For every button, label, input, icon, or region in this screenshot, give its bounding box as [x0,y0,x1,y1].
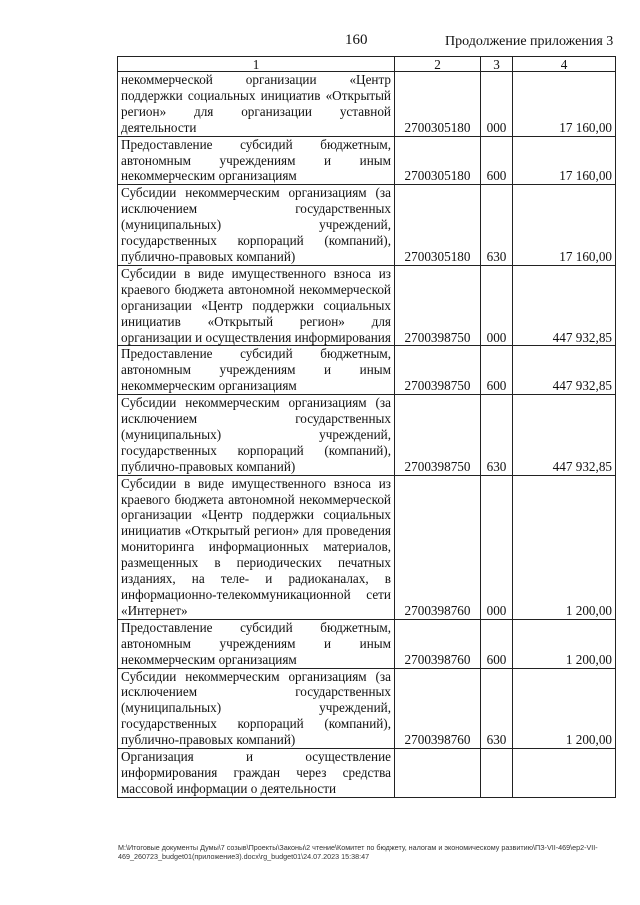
row-code: 2700398750 [395,395,481,476]
table-row [118,72,616,137]
row-name: Субсидии некоммерческим организациям (за исключением государственных (муниципальных) учреждений, государственных корпораций (компаний), публично-правовых компаний) [118,185,395,266]
row-name: Предоставление субсидий бюджетным, автономным учреждениям и иным некоммерческим организациям [118,346,395,395]
row-type: 630 [481,395,513,476]
row-type: 630 [481,668,513,749]
table-row [118,668,616,749]
row-name: Предоставление субсидий бюджетным, автономным учреждениям и иным некоммерческим организациям [118,619,395,668]
row-type [481,749,513,798]
continuation-label: Продолжение приложения 3 [445,34,614,49]
row-amount: 1 200,00 [513,619,616,668]
row-type: 000 [481,475,513,619]
row-amount [513,749,616,798]
table-row [118,749,616,798]
row-code: 2700398750 [395,265,481,346]
table-row [118,619,616,668]
row-code: 2700305180 [395,136,481,185]
row-type: 600 [481,619,513,668]
table-row [118,185,616,266]
row-type: 630 [481,185,513,266]
column-header: 3 [481,57,513,72]
row-name: Субсидии некоммерческим организациям (за исключением государственных (муниципальных) учреждений, государственных корпораций (компаний), публично-правовых компаний) [118,668,395,749]
row-amount: 1 200,00 [513,475,616,619]
row-code: 2700398750 [395,346,481,395]
row-amount: 1 200,00 [513,668,616,749]
row-amount: 17 160,00 [513,185,616,266]
row-amount: 447 932,85 [513,346,616,395]
row-code: 2700305180 [395,185,481,266]
page-number: 160 [345,32,368,48]
row-code: 2700398760 [395,619,481,668]
row-code: 2700398760 [395,668,481,749]
row-code [395,749,481,798]
row-name: некоммерческой организации «Центр поддержки социальных инициатив «Открытый регион» для организации уставной деятельности [118,72,395,137]
row-type: 000 [481,72,513,137]
row-name: Субсидии в виде имущественного взноса из краевого бюджета автономной некоммерческой организации «Центр поддержки социальных инициатив «Открытый регион» для организации и осуществления информирования [118,265,395,346]
table-row [118,475,616,619]
row-amount: 447 932,85 [513,265,616,346]
table-row [118,346,616,395]
row-amount: 17 160,00 [513,136,616,185]
table-row [118,395,616,476]
column-header: 2 [395,57,481,72]
table-row [118,265,616,346]
table-header-row [118,57,616,72]
row-name: Организация и осуществление информирования граждан через средства массовой информации о деятельности [118,749,395,798]
row-amount: 447 932,85 [513,395,616,476]
budget-table [117,56,616,798]
row-name: Предоставление субсидий бюджетным, автономным учреждениям и иным некоммерческим организациям [118,136,395,185]
row-amount: 17 160,00 [513,72,616,137]
row-type: 600 [481,136,513,185]
column-header: 4 [513,57,616,72]
row-code: 2700305180 [395,72,481,137]
table-row [118,136,616,185]
row-name: Субсидии в виде имущественного взноса из краевого бюджета автономной некоммерческой организации «Центр поддержки социальных инициатив «Открытый регион» для проведения мониторинга информационных материалов, размещенных в периодических печатных изданиях, на теле- и радиоканалах, в информационно-телекоммуникационной сети «Интернет» [118,475,395,619]
row-type: 600 [481,346,513,395]
column-header: 1 [118,57,395,72]
row-name: Субсидии некоммерческим организациям (за исключением государственных (муниципальных) учреждений, государственных корпораций (компаний), публично-правовых компаний) [118,395,395,476]
row-type: 000 [481,265,513,346]
row-code: 2700398760 [395,475,481,619]
footer-file-path: M:\Итоговые документы Думы\7 созыв\Проекты\Законы\2 чтение\Комитет по бюджету, налогам и экономическому развитию\ПЗ-VII-469\ep2-VII-469_260723_budget01(приложение3).docx\rg_budget01\24.07.2023 15:38:47 [118,843,598,861]
